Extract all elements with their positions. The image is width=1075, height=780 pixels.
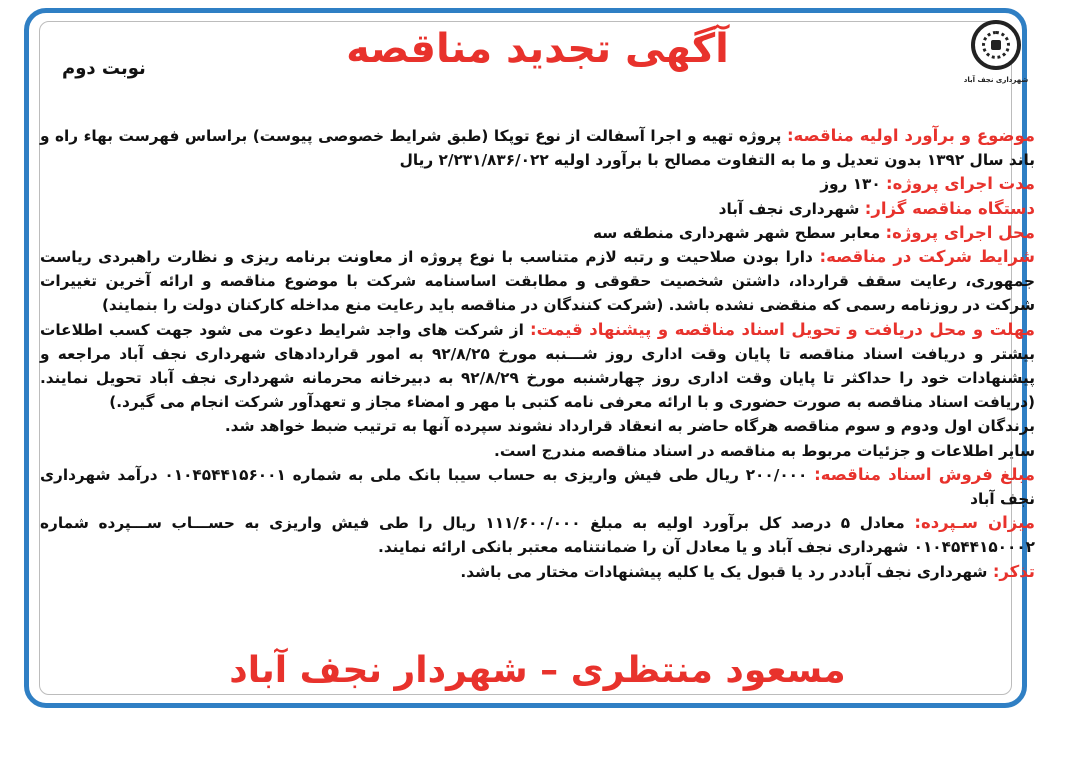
section-location xyxy=(40,221,1035,245)
round-label: نوبت دوم xyxy=(62,58,146,79)
section-text: معادل ۵ درصد کل برآورد اولیه به مبلغ ۱۱۱/۶۰۰/۰۰۰ ریال را طی فیش واریزی به حســـاب ســـپرده شماره ۰۱۰۴۵۴۴۱۵۰۰۰۲ شهرداری نجف آباد و یا معادل آن را ضمانتنامه معتبر بانکی ارائه نمایند. xyxy=(40,514,1035,557)
section-text: ۲۰۰/۰۰۰ ریال طی فیش واریزی به حساب سیبا بانک ملی به شماره ۰۱۰۴۵۴۴۱۵۶۰۰۱ درآمد شهرداری نجف آباد xyxy=(40,465,1035,509)
signature: مسعود منتظری – شهردار نجف آباد xyxy=(229,650,846,691)
section-other-info xyxy=(40,439,1035,463)
section-winners xyxy=(40,414,1035,438)
section-text: از شرکت های واجد شرایط دعوت می شود جهت کسب اطلاعات بیشتر و دریافت اسناد مناقصه تا پایان وقت اداری روز شـــنبه مورخ ۹۲/۸/۲۵ به امور قراردادهای شهرداری نجف آباد مراجعه و پیشنهادات خود را حداکثر تا پایان وقت اداری روز چهارشنبه مورخ ۹۲/۸/۲۹ به دبیرخانه محرمانه شهرداری نجف آباد تحویل نمایند. (دریافت اسناد مناقصه به صورت حضوری و با ارائه معرفی نامه کتبی با مهر و امضاء مجاز و تعهدآور شرکت انجام می گیرد.) xyxy=(40,320,1035,412)
section-text: ۱۳۰ روز xyxy=(820,175,881,194)
section-label: شرایط شرکت در مناقصه: xyxy=(819,247,1035,267)
section-duration xyxy=(40,172,1035,196)
section-text: سایر اطلاعات و جزئیات مربوط به مناقصه در اسناد مناقصه مندرج است. xyxy=(494,441,1035,460)
section-deadline xyxy=(40,318,1035,415)
section-label: تذکر: xyxy=(992,561,1035,581)
section-organizer xyxy=(40,197,1035,221)
section-text: معابر سطح شهر شهرداری منطقه سه xyxy=(593,223,881,242)
section-deposit xyxy=(40,511,1035,559)
section-text: دارا بودن صلاحیت و رتبه لازم متناسب با نوع پروژه از معاونت برنامه ریزی و نظارت راهبردی ریاست جمهوری، رعایت سقف قرارداد، داشتن شخصیت حقوقی و مطابقت اساسنامه شرکت با موضوع مناقصه و ارائه آخرین تغییرات شرکت در روزنامه رسمی که منقضی نشده باشد. (شرکت کنندگان در مناقصه باید رعایت منع مداخله کارکنان دولت را بنمایند) xyxy=(40,248,1035,315)
section-note xyxy=(40,560,1035,584)
section-label: محل اجرای پروژه: xyxy=(885,222,1035,242)
section-conditions xyxy=(40,245,1035,318)
section-label: مهلت و محل دریافت و تحویل اسناد مناقصه و پیشنهاد قیمت: xyxy=(530,319,1036,339)
section-label: دستگاه مناقصه گزار: xyxy=(864,198,1035,218)
logo-caption: شهرداری نجف آباد xyxy=(963,76,1029,84)
section-label: مدت اجرای پروژه: xyxy=(886,174,1035,194)
section-text: برندگان اول ودوم و سوم مناقصه هرگاه حاضر به انعقاد قرارداد نشوند سپرده آنها به ترتیب ضبط خواهد شد. xyxy=(224,417,1035,436)
section-subject xyxy=(40,124,1035,172)
section-document-price xyxy=(40,463,1035,511)
section-label: موضوع و برآورد اولیه مناقصه: xyxy=(786,126,1036,145)
section-text: پروژه تهیه و اجرا آسفالت از نوع توپکا (طبق شرایط خصوصی پیوست) براساس فهرست بهاء راه و باند سال ۱۳۹۲ بدون تعدیل و ما به التفاوت مصالح با برآورد اولیه ۲/۲۳۱/۸۳۶/۰۲۲ ریال xyxy=(40,127,1035,170)
notice-body xyxy=(40,124,1035,584)
notice-title: آگهی تجدید مناقصه xyxy=(346,26,729,72)
section-text: شهرداری نجف آباددر رد یا قبول یک یا کلیه پیشنهادات مختار می باشد. xyxy=(460,562,988,581)
section-label: مبلغ فروش اسناد مناقصه: xyxy=(814,464,1035,484)
section-label: میزان سـپرده: xyxy=(914,513,1036,533)
section-text: شهرداری نجف آباد xyxy=(718,199,860,218)
